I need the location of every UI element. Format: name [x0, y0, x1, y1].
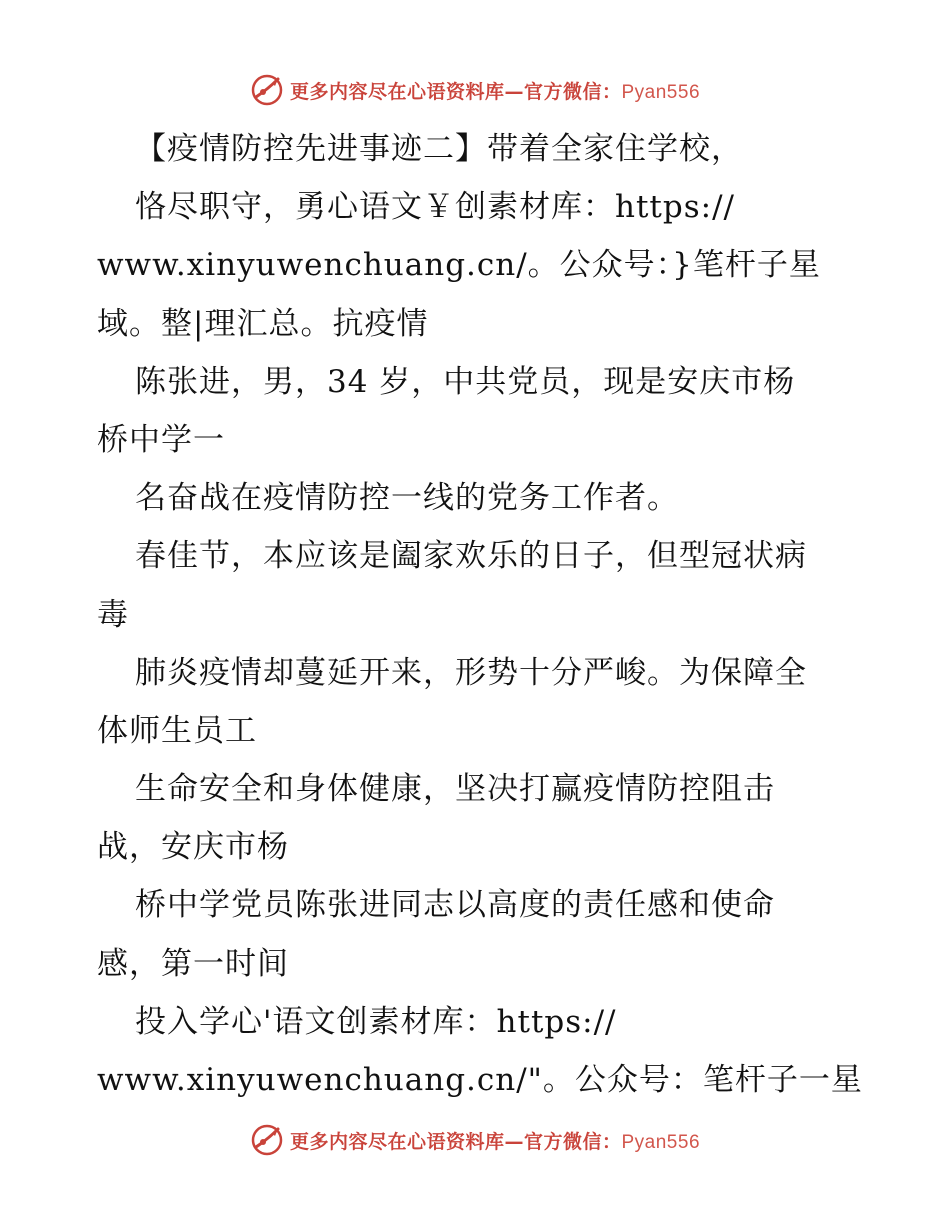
pen-circle-logo-icon: [250, 1123, 284, 1157]
document-line: 战，安庆市杨: [97, 829, 289, 866]
footer-banner-wechat: Pyan556: [621, 1131, 701, 1153]
document-line: 春佳节，本应该是阖家欢乐的日子，但型冠状病: [135, 538, 807, 575]
document-line: 桥中学党员陈张进同志以高度的责任感和使命: [135, 887, 775, 924]
document-line: 名奋战在疫情防控一线的党务工作者。: [135, 480, 679, 517]
document-line: 桥中学一: [97, 421, 225, 458]
footer-banner-label: 更多内容尽在心语资料库—官方微信：: [289, 1130, 622, 1153]
footer-banner: [0, 1120, 950, 1160]
document-line: 域。整|理汇总。抗疫情: [97, 305, 429, 342]
header-banner: [0, 70, 950, 110]
document-line: www.xinyuwenchuang.cn/"。公众号：笔杆子一星: [97, 1062, 863, 1098]
document-line: 投入学心'语文创素材库：https://: [135, 1003, 617, 1040]
document-line: 肺炎疫情却蔓延开来，形势十分严峻。为保障全: [135, 654, 807, 691]
header-banner-wechat: Pyan556: [621, 81, 701, 103]
document-line: 体师生员工: [97, 712, 257, 749]
document-line: 【疫情防控先进事迹二】带着全家住学校，: [135, 131, 743, 167]
header-banner-inner: [250, 73, 700, 107]
document-line: 生命安全和身体健康，坚决打赢疫情防控阻击: [135, 771, 775, 808]
document-line: www.xinyuwenchuang.cn/。公众号：}笔杆子星: [97, 247, 821, 284]
header-banner-text: [290, 77, 700, 104]
document-line: 恪尽职守，勇心语文￥创素材库：https://: [135, 189, 735, 226]
footer-banner-text: [290, 1127, 700, 1154]
document-body: [97, 120, 863, 1109]
footer-banner-inner: [250, 1123, 700, 1157]
header-banner-label: 更多内容尽在心语资料库—官方微信：: [289, 80, 622, 103]
document-line: 感，第一时间: [97, 945, 289, 982]
pen-circle-logo-icon: [250, 73, 284, 107]
document-line: 毒: [97, 596, 129, 633]
document-line: 陈张进，男，34 岁，中共党员，现是安庆市杨: [135, 363, 796, 400]
